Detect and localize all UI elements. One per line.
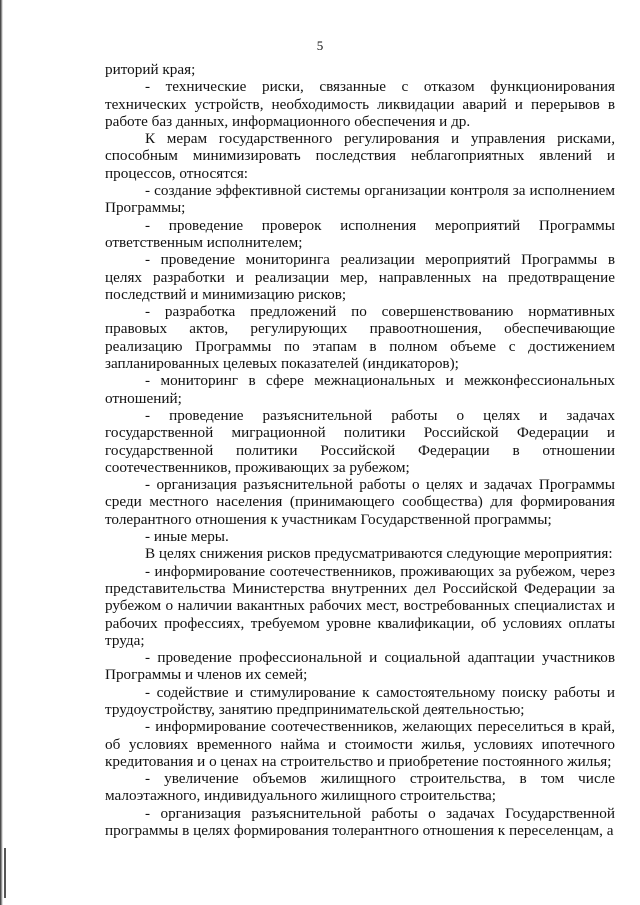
paragraph: - увеличение объемов жилищного строительства, в том числе малоэтажного, индивидуального жилищного строительства; xyxy=(105,770,615,805)
paragraph: - проведение мониторинга реализации мероприятий Программы в целях разработки и реализации мер, направленных на предотвращение последствий и минимизацию рисков; xyxy=(105,251,615,303)
paragraph: - содействие и стимулирование к самостоятельному поиску работы и трудоустройству, занятию предпринимательской деятельностью; xyxy=(105,683,615,718)
scan-left-edge xyxy=(0,0,3,905)
paragraph: - разработка предложений по совершенствованию нормативных правовых актов, регулирующих правоотношения, обеспечивающие реализацию Программы по этапам в полном объеме с достижением запланированных целевых показателей (индикаторов); xyxy=(105,303,615,373)
paragraph: - иные меры. xyxy=(145,528,229,546)
paragraph: - информирование соотечественников, проживающих за рубежом, через представительства Министерства внутренних дел Российской Федерации за рубежом о наличии вакантных рабочих мест, востребованных специалистах и рабочих профессиях, требуемом уровне квалификации, об условиях оплаты труда; xyxy=(105,562,615,649)
paragraph: - создание эффективной системы организации контроля за исполнением Программы; xyxy=(105,182,615,217)
page-number: 5 xyxy=(316,38,324,53)
paragraph: - мониторинг в сфере межнациональных и межконфессиональных отношений; xyxy=(105,372,615,407)
paragraph: В целях снижения рисков предусматриваются следующие мероприятия: xyxy=(145,545,613,563)
paragraph: - проведение разъяснительной работы о целях и задачах государственной миграционной политики Российской Федерации и государственной политики Российской Федерации в отношении соотечественников, проживающих за рубежом; xyxy=(105,406,615,476)
paragraph: - организация разъяснительной работы о целях и задачах Программы среди местного населения (принимающего сообщества) для формирования толерантного отношения к участникам Государственной программы; xyxy=(105,476,615,528)
paragraph: - технические риски, связанные с отказом функционирования технических устройств, необходимость ликвидации аварий и перерывов в работе баз данных, информационного обеспечения и др. xyxy=(105,78,615,130)
paragraph: К мерам государственного регулирования и управления рисками, способным минимизировать последствия неблагоприятных явлений и процессов, относятся: xyxy=(105,130,615,182)
scan-binding-mark xyxy=(4,848,6,898)
paragraph: - проведение проверок исполнения мероприятий Программы ответственным исполнителем; xyxy=(105,216,615,251)
paragraph: - информирование соотечественников, желающих переселиться в край, об условиях временного найма и стоимости жилья, условиях ипотечного кредитования и о ценах на строительство и приобретение постоянного жилья; xyxy=(105,718,615,770)
paragraph: - проведение профессиональной и социальной адаптации участников Программы и членов их семей; xyxy=(105,649,615,684)
paragraph: риторий края; xyxy=(105,61,196,78)
paragraph: - организация разъяснительной работы о задачах Государственной программы в целях формирования толерантного отношения к переселенцам, а xyxy=(105,804,615,840)
document-body xyxy=(105,61,615,839)
